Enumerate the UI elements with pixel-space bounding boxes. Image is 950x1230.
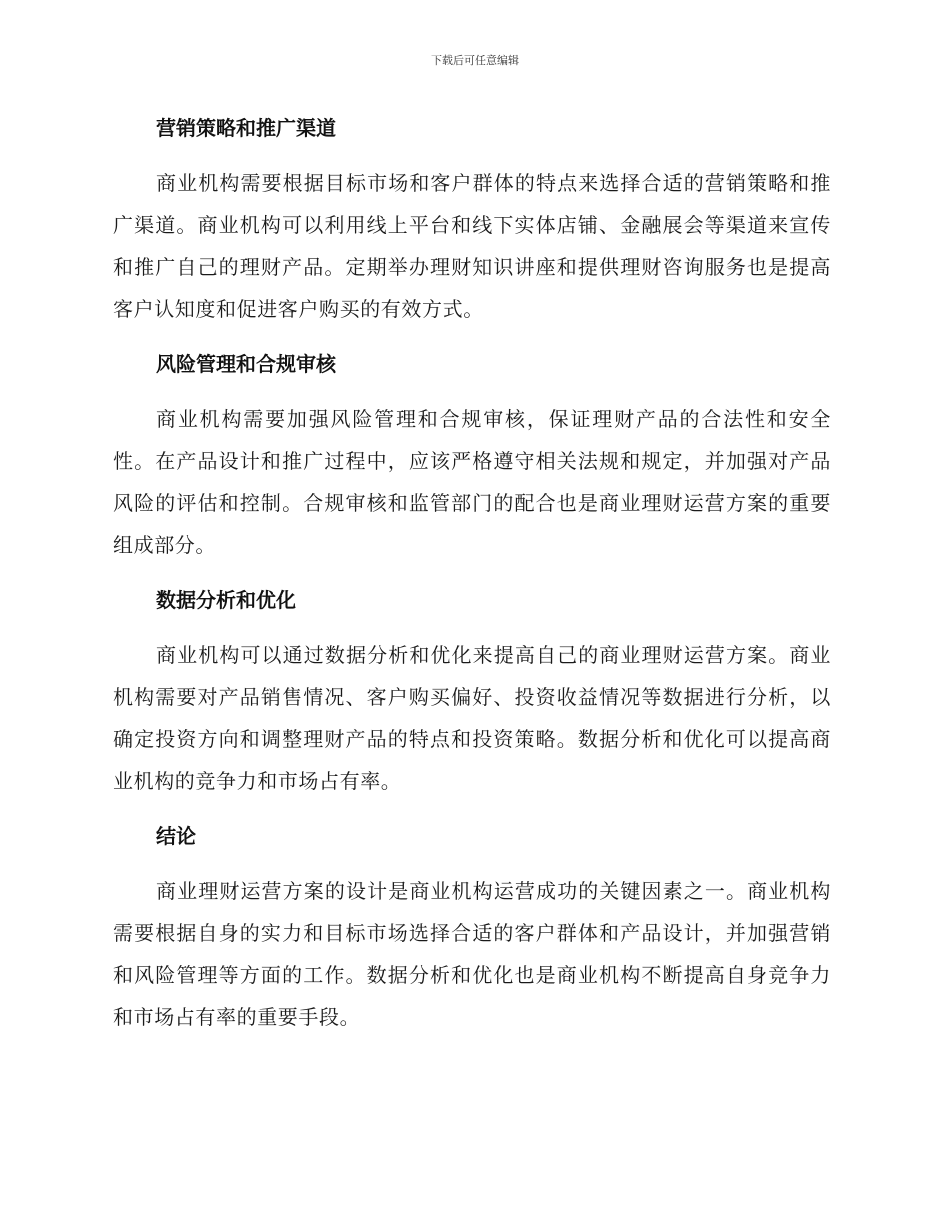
document-content xyxy=(113,108,831,1052)
section-paragraph: 商业机构需要加强风险管理和合规审核，保证理财产品的合法性和安全性。在产品设计和推广过程中，应该严格遵守相关法规和规定，并加强对产品风险的评估和控制。合规审核和监管部门的配合也是商业理财运营方案的重要组成部分。 xyxy=(113,407,831,557)
section-heading: 风险管理和合规审核 xyxy=(156,352,336,376)
section-heading: 结论 xyxy=(156,824,196,848)
section-paragraph: 商业理财运营方案的设计是商业机构运营成功的关键因素之一。商业机构需要根据自身的实力和目标市场选择合适的客户群体和产品设计，并加强营销和风险管理等方面的工作。数据分析和优化也是商业机构不断提高自身竞争力和市场占有率的重要手段。 xyxy=(113,879,831,1029)
section-marketing xyxy=(113,108,831,330)
section-data-analysis xyxy=(113,580,831,802)
section-paragraph: 商业机构需要根据目标市场和客户群体的特点来选择合适的营销策略和推广渠道。商业机构可以利用线上平台和线下实体店铺、金融展会等渠道来宣传和推广自己的理财产品。定期举办理财知识讲座和提供理财咨询服务也是提高客户认知度和促进客户购买的有效方式。 xyxy=(113,171,831,321)
section-heading: 营销策略和推广渠道 xyxy=(156,116,336,140)
section-conclusion xyxy=(113,816,831,1038)
section-heading: 数据分析和优化 xyxy=(156,588,296,612)
page-header: 下载后可任意编辑 xyxy=(431,54,519,67)
section-risk xyxy=(113,344,831,566)
section-paragraph: 商业机构可以通过数据分析和优化来提高自己的商业理财运营方案。商业机构需要对产品销售情况、客户购买偏好、投资收益情况等数据进行分析，以确定投资方向和调整理财产品的特点和投资策略。数据分析和优化可以提高商业机构的竞争力和市场占有率。 xyxy=(113,643,831,793)
